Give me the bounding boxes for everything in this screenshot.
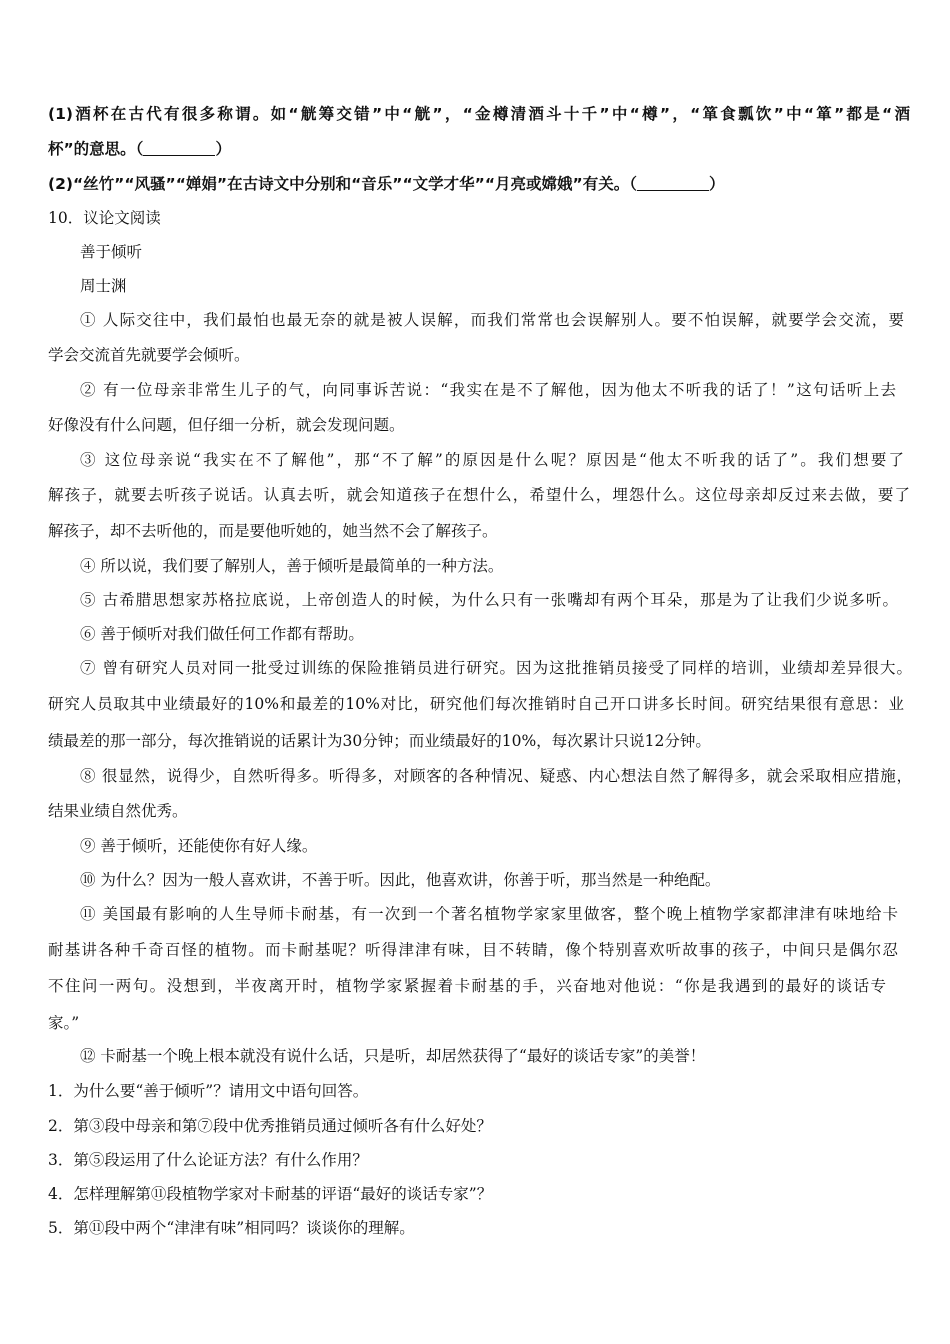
paragraph-line: 解孩子，就要去听孩子说话。认真去听，就会知道孩子在想什么，希望什么，埋怨什么。这位母亲却反过来去做，要了 (48, 486, 910, 504)
paragraph-line: 不住问一两句。没想到，半夜离开时，植物学家紧握着卡耐基的手，兴奋地对他说：“你是我遇到的最好的谈话专 (48, 977, 886, 995)
q1-line2-prefix: 杯”的意思。（ (48, 140, 144, 158)
paragraph-line: 结果业绩自然优秀。 (48, 802, 188, 820)
paragraph-line: ③ 这位母亲说“我实在不了解他”，那“不了解”的原因是什么呢？原因是“他太不听我的话了”。我们想要了 (80, 451, 904, 469)
article-title: 善于倾听 (80, 243, 143, 261)
question-item: 5．第⑪段中两个“津津有味”相同吗？谈谈你的理解。 (48, 1219, 415, 1237)
paragraph-line: ⑤ 古希腊思想家苏格拉底说，上帝创造人的时候，为什么只有一张嘴却有两个耳朵，那是为了让我们少说多听。 (80, 591, 898, 609)
q2-answer-blank[interactable] (637, 176, 709, 191)
article-author: 周士渊 (80, 277, 127, 295)
paragraph-line: ④ 所以说，我们要了解别人，善于倾听是最简单的一种方法。 (80, 557, 504, 575)
paragraph-line: ⑧ 很显然，说得少，自然听得多。听得多，对顾客的各种情况、疑惑、内心想法自然了解得多，就会采取相应措施， (80, 767, 912, 785)
q1-line1: (1)酒杯在古代有很多称谓。如“觥筹交错”中“觥”，“金樽清酒斗十千”中“樽”，“箪食瓢饮”中“箪”都是“酒 (48, 105, 910, 123)
question-item: 4．怎样理解第⑪段植物学家对卡耐基的评语“最好的谈话专家”？ (48, 1185, 493, 1203)
question-item: 1．为什么要“善于倾听”？请用文中语句回答。 (48, 1082, 369, 1100)
q2-suffix: ） (708, 175, 725, 193)
paragraph-line: 家。” (48, 1014, 80, 1032)
paragraph-line: 绩最差的那一部分，每次推销说的话累计为30分钟；而业绩最好的10%，每次累计只说12分钟。 (48, 732, 711, 750)
q1-answer-blank[interactable] (143, 141, 215, 156)
paragraph-line: 学会交流首先就要学会倾听。 (48, 346, 250, 364)
paragraph-line: 耐基讲各种千奇百怪的植物。而卡耐基呢？听得津津有味，目不转睛，像个特别喜欢听故事的孩子，中间只是偶尔忍 (48, 941, 898, 959)
question-item: 3．第⑤段运用了什么论证方法？有什么作用？ (48, 1151, 368, 1169)
q2-prefix: (2)“丝竹”“风骚”“婵娟”在古诗文中分别和“音乐”“文学才华”“月亮或嫦娥”有关。（ (48, 175, 637, 193)
paragraph-line: ⑩ 为什么？因为一般人喜欢讲，不善于听。因此，他喜欢讲，你善于听，那当然是一种绝配。 (80, 871, 721, 889)
paragraph-line: ② 有一位母亲非常生儿子的气，向同事诉苦说：“我实在是不了解他，因为他太不听我的话了！”这句话听上去 (80, 381, 896, 399)
paragraph-line: ⑨ 善于倾听，还能使你有好人缘。 (80, 837, 318, 855)
paragraph-line: 解孩子，却不去听他的，而是要他听她的，她当然不会了解孩子。 (48, 522, 498, 540)
q1-line2-suffix: ） (215, 140, 231, 158)
paragraph-line: ⑥ 善于倾听对我们做任何工作都有帮助。 (80, 625, 364, 643)
paragraph-line: ⑦ 曾有研究人员对同一批受过训练的保险推销员进行研究。因为这批推销员接受了同样的培训，业绩却差异很大。 (80, 659, 912, 677)
section-heading: 10．议论文阅读 (48, 209, 161, 227)
paragraph-line: ① 人际交往中，我们最怕也最无奈的就是被人误解，而我们常常也会误解别人。要不怕误解，就要学会交流，要 (80, 311, 904, 329)
paragraph-line: 研究人员取其中业绩最好的10%和最差的10%对比，研究他们每次推销时自己开口讲多长时间。研究结果很有意思：业 (48, 695, 904, 713)
paragraph-line: 好像没有什么问题，但仔细一分析，就会发现问题。 (48, 416, 405, 434)
question-item: 2．第③段中母亲和第⑦段中优秀推销员通过倾听各有什么好处？ (48, 1117, 492, 1135)
q2-line (48, 174, 724, 194)
paragraph-line: ⑪ 美国最有影响的人生导师卡耐基，有一次到一个著名植物学家家里做客，整个晚上植物学家都津津有味地给卡 (80, 905, 898, 923)
paragraph-line: ⑫ 卡耐基一个晚上根本就没有说什么话，只是听，却居然获得了“最好的谈话专家”的美誉！ (80, 1047, 706, 1065)
q1-line2 (48, 139, 231, 159)
